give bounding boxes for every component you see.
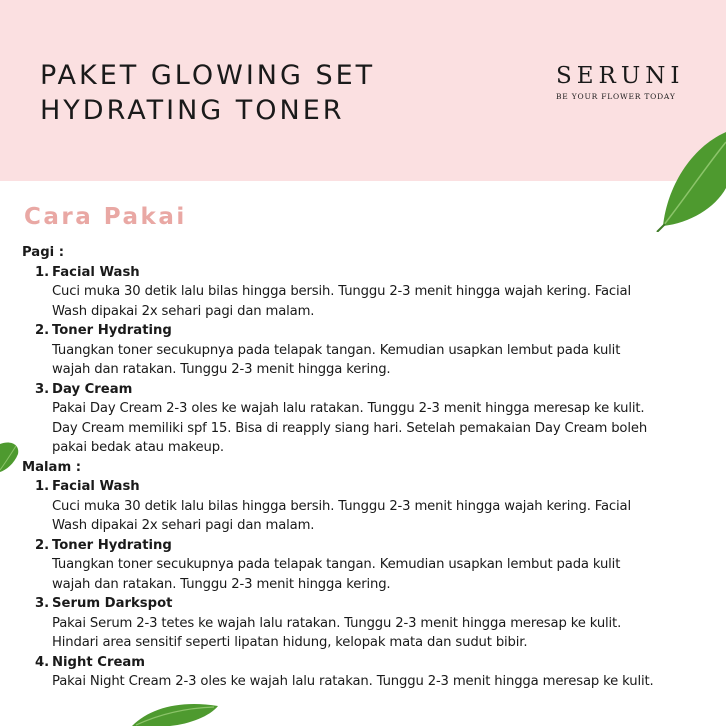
step-description: [35, 555, 722, 594]
step-number: 4.: [35, 654, 50, 670]
list-item: [22, 653, 722, 692]
page-title: [40, 58, 375, 128]
step-number: 2.: [35, 323, 50, 338]
step-description-line: Cuci muka 30 detik lalu bilas hingga bersih. Tunggu 2-3 menit hingga wajah kering. Facial: [52, 498, 631, 514]
list-item: [22, 536, 722, 595]
step-description: [35, 672, 722, 692]
brand-name: SERUNI: [556, 63, 685, 89]
leaf-icon: [655, 128, 726, 232]
step-description: [35, 497, 722, 536]
leaf-icon: [130, 700, 222, 726]
title-line-1: PAKET GLOWING SET: [40, 60, 376, 91]
step-name: Day Cream: [52, 381, 133, 397]
brand-logo: [556, 62, 696, 101]
step-description-line: Tuangkan toner secukupnya pada telapak tangan. Kemudian usapkan lembut pada kulit: [52, 342, 621, 358]
step-number: 1.: [35, 479, 50, 494]
step-description-line: Cuci muka 30 detik lalu bilas hingga bersih. Tunggu 2-3 menit hingga wajah kering. Facial: [52, 284, 631, 299]
step-name: Toner Hydrating: [52, 323, 172, 338]
step-description-line: Tuangkan toner secukupnya pada telapak tangan. Kemudian usapkan lembut pada kulit: [52, 557, 621, 572]
step-description-line: wajah dan ratakan. Tunggu 2-3 menit hingga kering.: [52, 576, 391, 592]
list-item: [22, 380, 722, 458]
instructions: [22, 243, 722, 692]
list-item: [22, 594, 722, 653]
period-label-pagi: Pagi :: [22, 245, 65, 260]
step-description: [35, 282, 722, 321]
step-name: Facial Wash: [52, 264, 140, 280]
step-description-line: pakai bedak atau makeup.: [52, 440, 224, 455]
step-number: 2.: [35, 537, 50, 553]
list-item: [22, 263, 722, 322]
step-description-line: wajah dan ratakan. Tunggu 2-3 menit hingga kering.: [52, 362, 391, 377]
step-description-line: Wash dipakai 2x sehari pagi dan malam.: [52, 303, 315, 319]
step-name: Night Cream: [52, 654, 146, 670]
step-name: Toner Hydrating: [52, 537, 172, 553]
period-label-malam: Malam :: [22, 459, 82, 475]
step-description: [35, 341, 722, 380]
title-line-2: HYDRATING TONER: [40, 95, 345, 126]
section-title: Cara Pakai: [24, 204, 187, 230]
leaf-icon: [0, 440, 22, 476]
step-name: Serum Darkspot: [52, 596, 173, 611]
header-banner: [0, 0, 726, 181]
step-name: Facial Wash: [52, 479, 140, 494]
step-description: [35, 399, 722, 458]
step-description-line: Hindari area sensitif seperti lipatan hidung, kelopak mata dan sudut bibir.: [52, 635, 528, 650]
list-item: [22, 321, 722, 380]
step-description-line: Pakai Serum 2-3 tetes ke wajah lalu ratakan. Tunggu 2-3 menit hingga meresap ke kulit.: [52, 615, 622, 631]
step-number: 3.: [35, 381, 50, 397]
step-description-line: Day Cream memiliki spf 15. Bisa di reapply siang hari. Setelah pemakaian Day Cream boleh: [52, 420, 648, 436]
step-number: 3.: [35, 596, 50, 611]
step-description-line: Pakai Night Cream 2-3 oles ke wajah lalu ratakan. Tunggu 2-3 menit hingga meresap ke kulit.: [52, 674, 654, 689]
brand-tagline: BE YOUR FLOWER TODAY: [556, 92, 676, 101]
list-item: [22, 477, 722, 536]
step-number: 1.: [35, 264, 50, 280]
step-description-line: Wash dipakai 2x sehari pagi dan malam.: [52, 518, 315, 533]
step-description: [35, 614, 722, 653]
step-description-line: Pakai Day Cream 2-3 oles ke wajah lalu ratakan. Tunggu 2-3 menit hingga meresap ke kulit.: [52, 401, 645, 416]
